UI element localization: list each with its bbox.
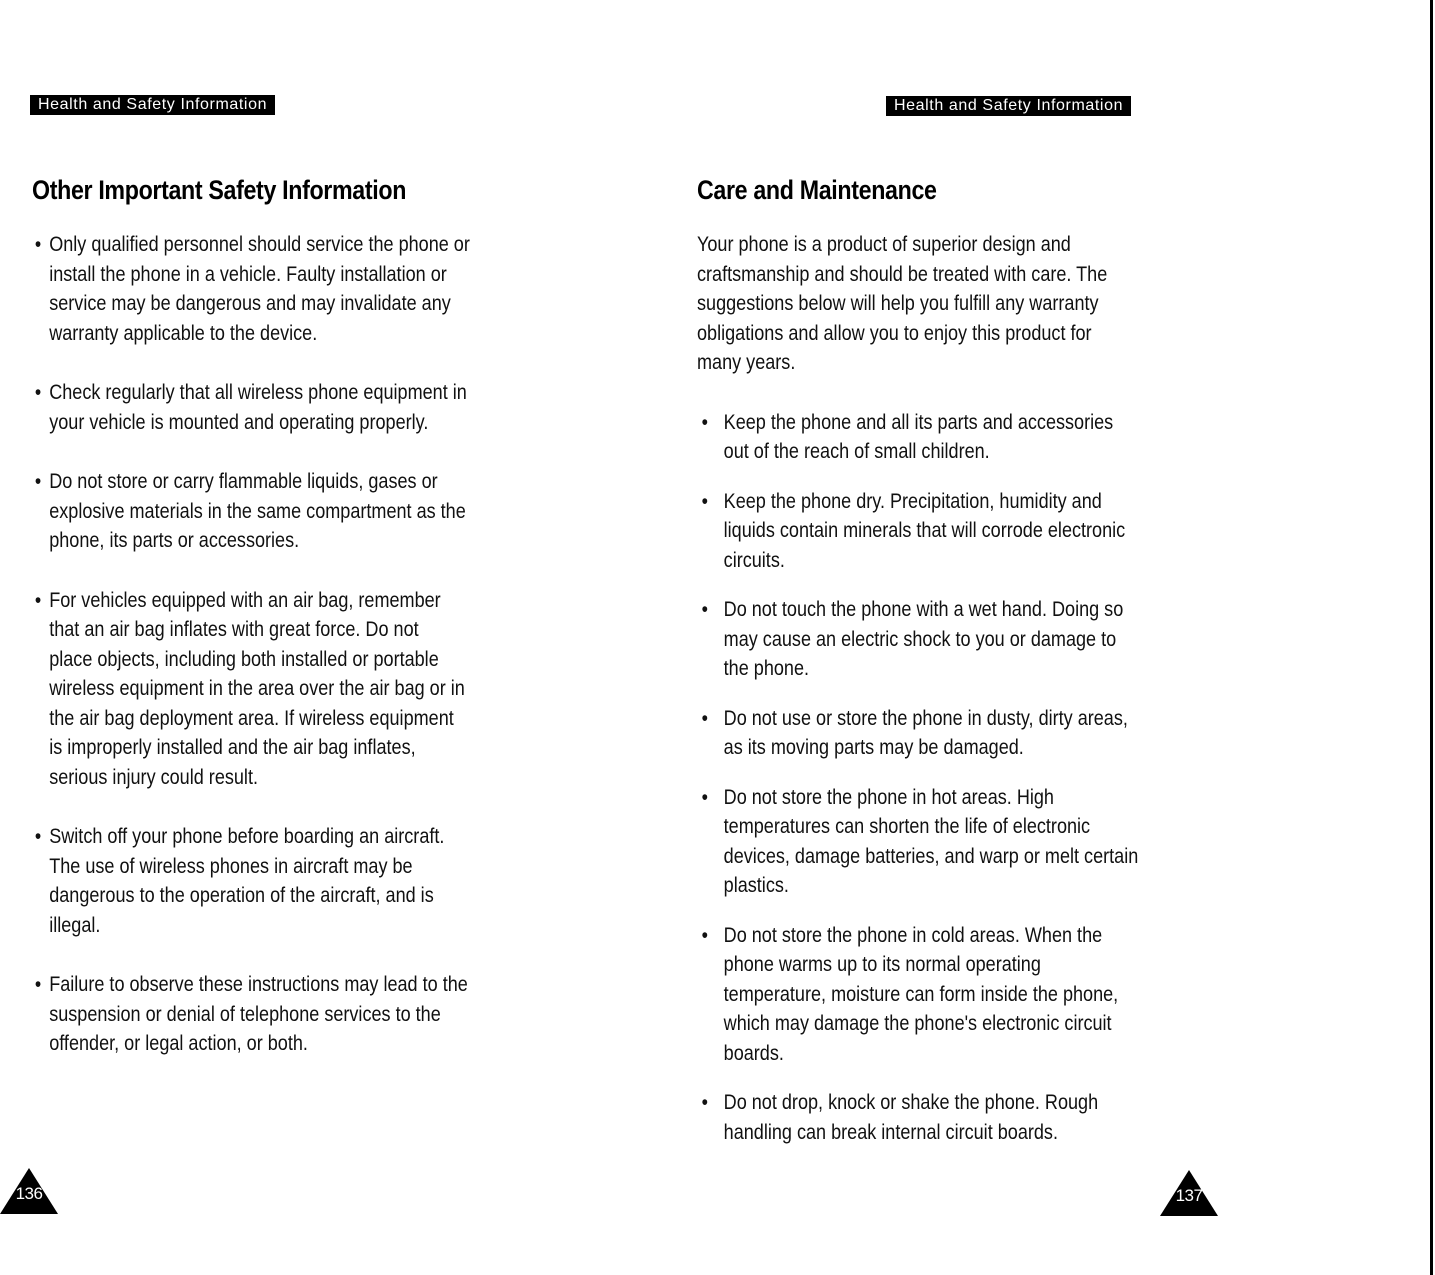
bullet-item — [697, 1088, 1187, 1147]
left-page-body — [32, 230, 592, 1089]
text-line: Keep the phone dry. Precipitation, humidity and — [723, 489, 1102, 513]
safety-bullet-list — [32, 230, 592, 1059]
text-line: Do not drop, knock or shake the phone. Rough — [723, 1091, 1099, 1114]
text-line: Check regularly that all wireless phone equipment in — [49, 381, 467, 404]
page-number-left — [0, 1168, 58, 1214]
bullet-icon: • — [34, 470, 42, 493]
text-line: devices, damage batteries, and warp or melt certain — [723, 844, 1139, 868]
text-line: boards. — [723, 1041, 784, 1065]
bullet-icon: • — [34, 233, 42, 256]
bullet-icon: • — [701, 785, 708, 809]
bullet-icon: • — [701, 489, 708, 513]
bullet-item — [697, 704, 1187, 763]
care-bullet-list — [697, 408, 1267, 1148]
bullet-icon: • — [701, 410, 708, 434]
section-tag-left: Health and Safety Information — [30, 95, 275, 115]
text-line: your vehicle is mounted and operating properly. — [49, 410, 429, 434]
bullet-icon: • — [34, 381, 42, 404]
text-line: wireless equipment in the area over the air bag or in — [49, 677, 465, 700]
text-line: many years. — [697, 351, 796, 374]
text-line: temperature, moisture can form inside the phone, — [723, 982, 1119, 1006]
text-line: Do not store the phone in cold areas. When the — [723, 923, 1103, 947]
bullet-item — [32, 230, 514, 348]
page-title-left: Other Important Safety Information — [32, 175, 407, 205]
text-line: serious injury could result. — [49, 765, 258, 789]
bullet-icon: • — [34, 588, 42, 612]
text-line: as its moving parts may be damaged. — [723, 736, 1024, 759]
text-line: explosive materials in the same compartment as the — [49, 499, 466, 523]
text-line: liquids contain minerals that will corrode electronic — [723, 519, 1126, 542]
text-line: obligations and allow you to enjoy this product for — [697, 321, 1092, 345]
bullet-item — [697, 595, 1187, 684]
bullet-icon: • — [701, 1091, 708, 1114]
bullet-item — [697, 487, 1187, 576]
text-line: may cause an electric shock to you or damage to — [723, 627, 1117, 651]
bullet-item — [32, 378, 514, 437]
bullet-icon: • — [34, 825, 42, 848]
text-line: suspension or denial of telephone services to the — [49, 1002, 441, 1026]
bullet-item — [697, 408, 1187, 467]
text-line: Switch off your phone before boarding an aircraft. — [49, 825, 445, 848]
text-line: is improperly installed and the air bag inflates, — [49, 736, 416, 759]
text-line: Failure to observe these instructions may lead to the — [49, 973, 468, 996]
text-line: circuits. — [723, 548, 785, 572]
text-line: Do not store or carry flammable liquids, gases or — [49, 470, 438, 493]
bullet-icon: • — [701, 706, 708, 730]
text-line: phone warms up to its normal operating — [723, 953, 1041, 976]
text-line: Keep the phone and all its parts and accessories — [723, 410, 1114, 434]
text-line: craftsmanship and should be treated with care. The — [697, 262, 1108, 286]
text-line: service may be dangerous and may invalidate any — [49, 292, 451, 315]
text-line: The use of wireless phones in aircraft may be — [49, 854, 413, 878]
text-line: install the phone in a vehicle. Faulty installation or — [49, 262, 447, 286]
page-number-right — [1160, 1170, 1218, 1216]
text-line: out of the reach of small children. — [723, 440, 990, 463]
text-line: the air bag deployment area. If wireless equipment — [49, 706, 454, 730]
text-line: that an air bag inflates with great force. Do not — [49, 618, 419, 641]
text-line: Do not store the phone in hot areas. High — [723, 785, 1054, 809]
text-line: place objects, including both installed or portable — [49, 647, 439, 671]
text-line: Do not use or store the phone in dusty, dirty areas, — [723, 706, 1128, 730]
bullet-item — [32, 970, 514, 1059]
bullet-item — [32, 822, 514, 940]
text-line: temperatures can shorten the life of electronic — [723, 815, 1091, 838]
bullet-icon: • — [701, 923, 708, 947]
page-number-text: 136 — [15, 1184, 43, 1203]
bullet-icon: • — [701, 598, 708, 621]
bullet-icon: • — [34, 973, 42, 996]
section-tag-right: Health and Safety Information — [886, 96, 1131, 116]
text-line: handling can break internal circuit boards. — [723, 1120, 1058, 1144]
page-edge-rule — [1430, 0, 1433, 1275]
text-line: suggestions below will help you fulfill any warranty — [697, 292, 1099, 315]
text-line: warranty applicable to the device. — [49, 321, 318, 345]
bullet-item — [32, 586, 514, 793]
bullet-item — [32, 467, 514, 556]
text-line: plastics. — [723, 874, 789, 897]
text-line: which may damage the phone's electronic circuit — [723, 1012, 1112, 1035]
text-line: dangerous to the operation of the aircraft, and is — [49, 884, 434, 907]
text-line: phone, its parts or accessories. — [49, 529, 300, 552]
page-number-text: 137 — [1175, 1186, 1203, 1205]
text-line: offender, or legal action, or both. — [49, 1032, 308, 1055]
bullet-item — [697, 921, 1187, 1069]
text-line: illegal. — [49, 913, 101, 937]
text-line: the phone. — [723, 657, 810, 680]
page-title-right: Care and Maintenance — [697, 175, 937, 205]
text-line: Do not touch the phone with a wet hand. Doing so — [723, 598, 1124, 621]
bullet-item — [697, 783, 1187, 901]
text-line: Your phone is a product of superior design and — [697, 233, 1071, 256]
text-line: For vehicles equipped with an air bag, remember — [49, 588, 441, 612]
intro-paragraph — [697, 230, 1187, 378]
right-page-body — [697, 230, 1267, 1167]
text-line: Only qualified personnel should service the phone or — [49, 233, 470, 256]
